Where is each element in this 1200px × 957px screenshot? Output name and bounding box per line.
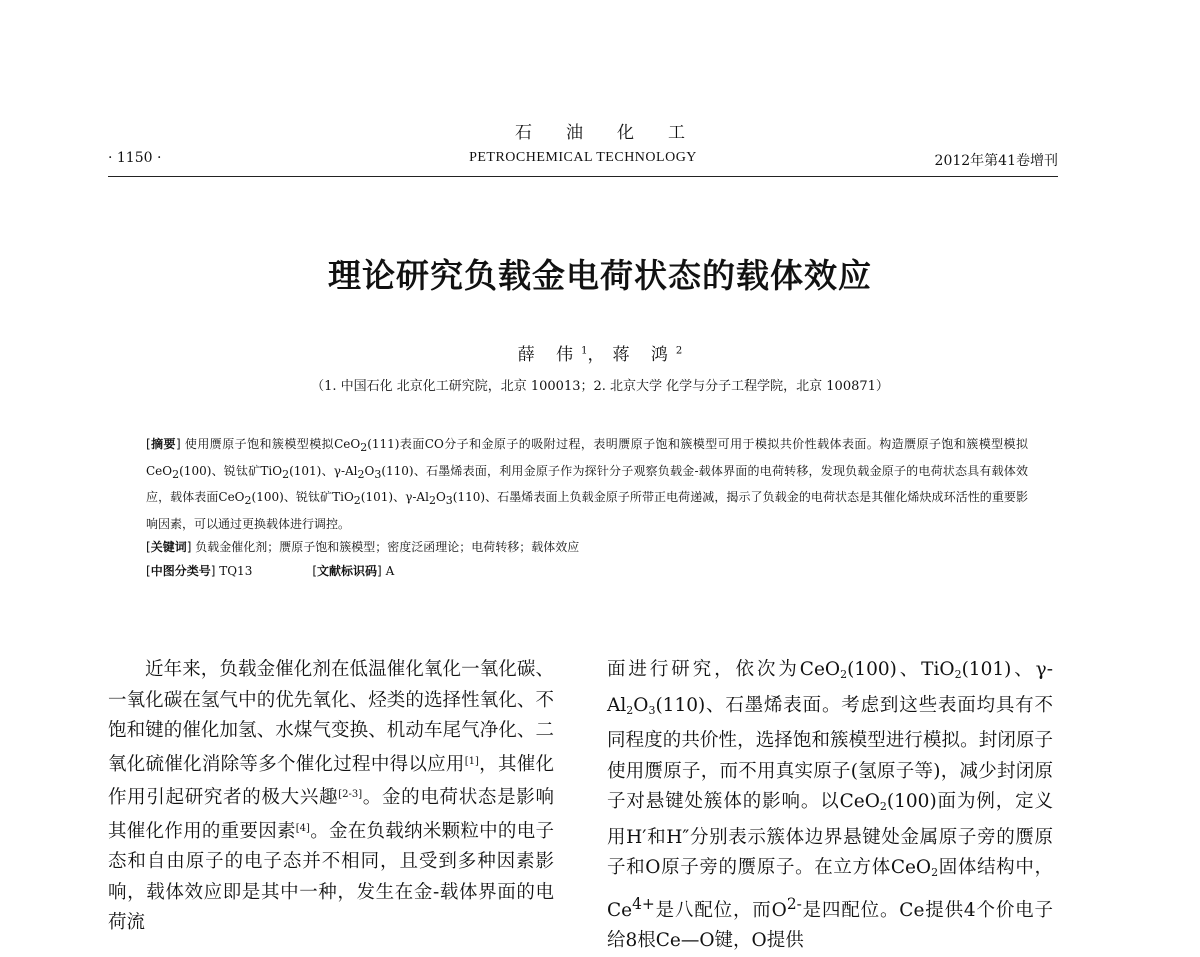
keywords-label: 关键词	[150, 540, 187, 554]
author-1: 薛 伟	[517, 345, 582, 365]
clc-value: TQ13	[219, 563, 253, 578]
journal-name-english: PETROCHEMICAL TECHNOLOGY	[469, 150, 697, 165]
keywords-text: 负载金催化剂；赝原子饱和簇模型；密度泛函理论；电荷转移；载体效应	[195, 540, 580, 554]
running-header	[108, 150, 1058, 172]
paper-title: 理论研究负载金电荷状态的载体效应	[328, 256, 872, 295]
abstract-label: 摘要	[150, 437, 176, 451]
abstract-block	[146, 433, 1028, 583]
page-number: · 1150 ·	[108, 150, 162, 166]
author-separator: ，	[587, 345, 613, 365]
citation: [1]	[464, 755, 479, 767]
issue-info: 2012年第41卷增刊	[934, 153, 1058, 169]
classification-line: [中图分类号] TQ13 [文献标识码] A	[146, 563, 395, 578]
body-column-left	[108, 655, 554, 939]
keywords-line: [关键词] 负载金催化剂；赝原子饱和簇模型；密度泛函理论；电荷转移；载体效应	[146, 540, 580, 554]
doc-code-value: A	[385, 563, 395, 578]
body-paragraph: 面进行研究，依次为CeO$_2$(100)、TiO$_2$(101)、$\gamma-Al_2O_3(110)$、石墨烯表面。考虑到这些表面均具有不同程度的共价性，选择饱和簇模型进行模拟。封闭原子使用赝原子，而不用真实原子(氢原子等)，减少封闭原子对悬键处簇体的影响。以CeO$_2$(100)面为例，定义用H′和H″分别表示簇体边界悬键处金属原子旁的赝原子和O原子旁的赝原子。在立方体CeO$_2$固体结构中，$Ce^{4+}$是八配位，而$O^{2-}$是四配位。Ce提供4个价电子给8根Ce—O键，O提供	[607, 659, 1053, 952]
citation: [2-3]	[338, 789, 363, 800]
clc-label: 中图分类号	[150, 563, 211, 578]
doc-code-label: 文献标识码	[317, 563, 378, 578]
author-line	[0, 340, 1200, 365]
body-paragraph: 近年来，负载金催化剂在低温催化氧化一氧化碳、一氧化碳在氢气中的优先氧化、烃类的选择性氧化、不饱和键的催化加氢、水煤气变换、机动车尾气净化、二氧化硫催化消除等多个催化过程中得以应用[1]，其催化作用引起研究者的极大兴趣[2-3]。金的电荷状态是影响其催化作用的重要因素[4]。金在负载纳米颗粒中的电子态和自由原子的电子态并不相同，且受到多种因素影响，载体效应即是其中一种，发生在金-载体界面的电荷流	[108, 659, 554, 933]
affiliations: （1. 中国石化 北京化工研究院，北京 100013；2. 北京大学 化学与分子工程学院，北京 100871）	[311, 379, 889, 394]
citation: [4]	[295, 822, 310, 834]
author-2: 蒋 鸿	[612, 345, 676, 365]
author-2-mark: 2	[675, 345, 683, 357]
body-column-right	[607, 655, 1053, 957]
journal-name-chinese: 石油化工	[515, 123, 719, 143]
header-rule	[108, 176, 1058, 177]
author-1-mark: 1	[581, 345, 588, 357]
abstract-paragraph: [摘要] 使用赝原子饱和簇模型模拟CeO$_2$(111)表面CO分子和金原子的吸附过程，表明赝原子饱和簇模型可用于模拟共价性载体表面。构造赝原子饱和簇模型模拟CeO$_2$(100)、锐钛矿TiO$_2$(101)、$\gamma-Al_2O_3(110)$、石墨烯表面，利用金原子作为探针分子观察负载金-载体界面的电荷转移，发现负载金原子的电荷状态具有载体效应，载体表面CeO$_2$(100)、锐钛矿TiO$_2$(101)、$\gamma-Al_2O_3(110)$、石墨烯表面上负载金原子所带正电荷递减，揭示了负载金的电荷状态是其催化烯炔成环活性的重要影响因素，可以通过更换载体进行调控。	[146, 437, 1029, 531]
